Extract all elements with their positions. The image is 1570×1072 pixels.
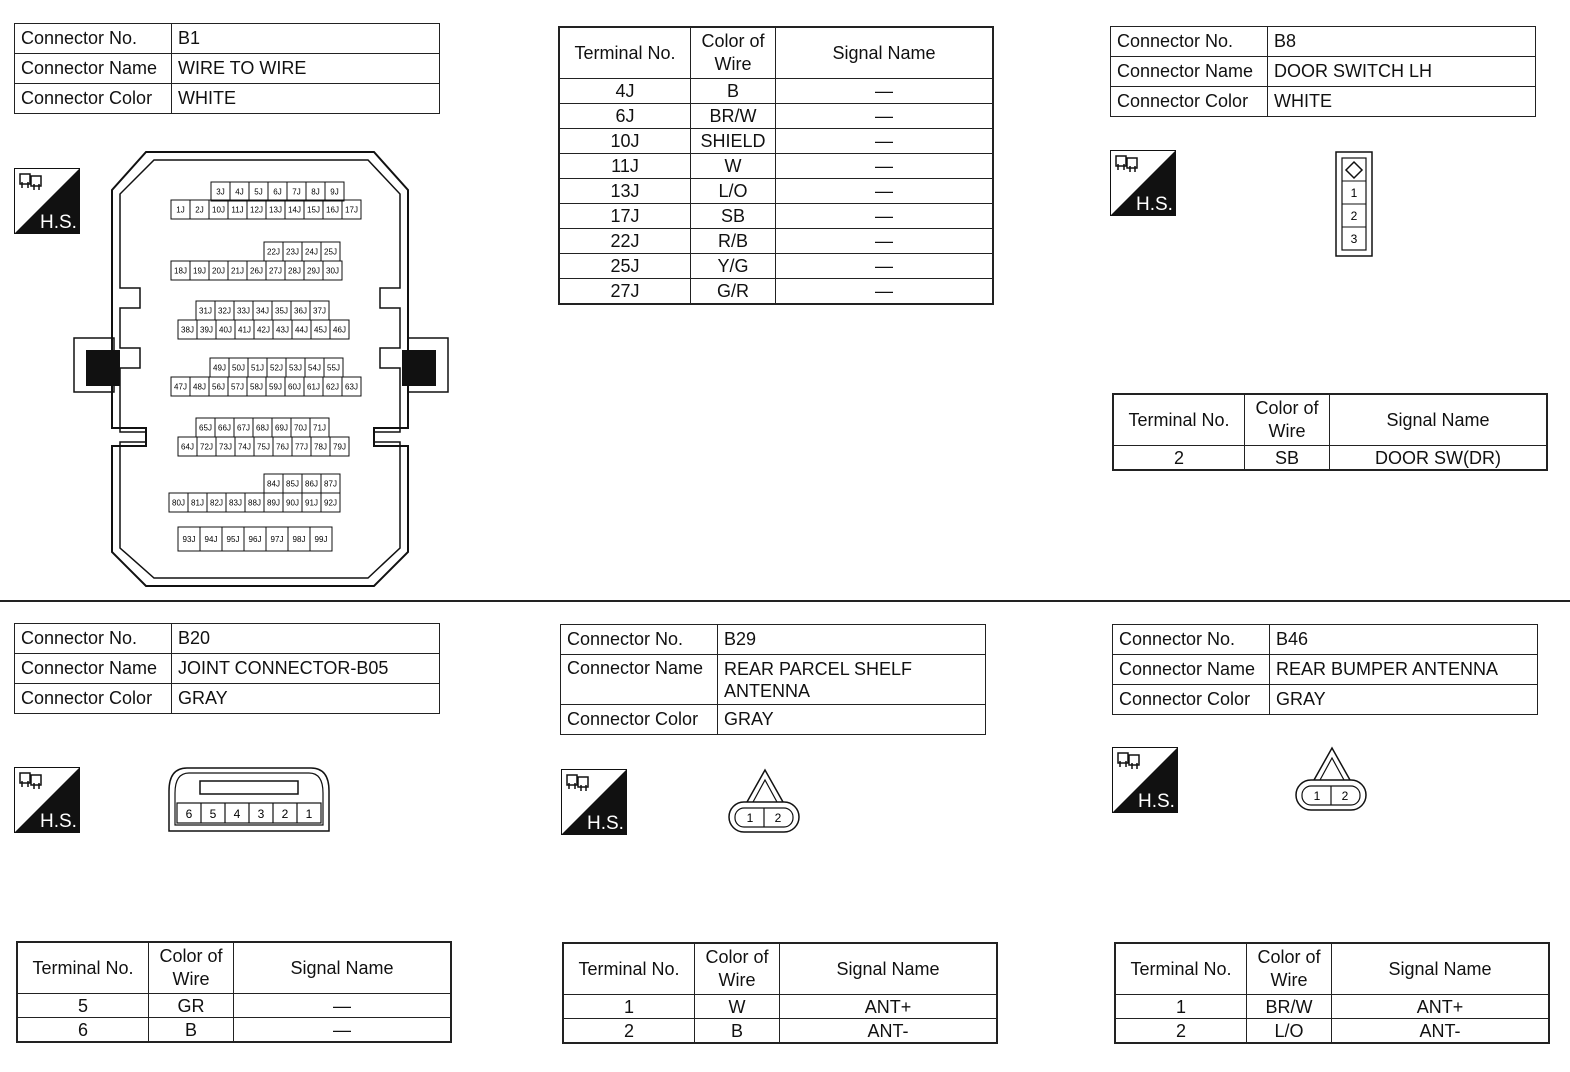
connector-no-label: Connector No. xyxy=(1113,625,1270,655)
pin-label: 59J xyxy=(269,382,282,392)
connector-name-label: Connector Name xyxy=(1111,57,1268,87)
signal-name-cell: ANT- xyxy=(1332,1019,1550,1044)
pin-label: 6 xyxy=(185,807,193,821)
connector-color-label: Connector Color xyxy=(1113,685,1270,715)
pin-label: 1 xyxy=(1313,789,1321,803)
pin-label: 24J xyxy=(305,247,318,257)
table-row xyxy=(559,154,993,179)
signal-name-header: Signal Name xyxy=(1332,943,1550,995)
pin-label: 62J xyxy=(326,382,339,392)
pin-label: 80J xyxy=(172,498,185,508)
b8-connector-face xyxy=(1335,151,1375,257)
pin-label: 2 xyxy=(281,807,289,821)
table-row xyxy=(559,79,993,104)
signal-name-cell: — xyxy=(776,79,994,104)
connector-no-value: B29 xyxy=(718,625,986,655)
pin-label: 26J xyxy=(250,266,263,276)
signal-name-header: Signal Name xyxy=(1330,394,1548,446)
pin-label: 21J xyxy=(231,266,244,276)
pin-label: 8J xyxy=(311,187,320,197)
table-row xyxy=(559,129,993,154)
hs-label: H.S. xyxy=(587,813,624,834)
pin-label: 63J xyxy=(345,382,358,392)
pin-label: 2 xyxy=(774,811,782,825)
pin-label: 99J xyxy=(314,535,328,544)
table-row xyxy=(1115,995,1549,1019)
pin-label: 84J xyxy=(267,479,280,489)
signal-name-cell: — xyxy=(776,204,994,229)
wire-color-cell: R/B xyxy=(691,229,776,254)
pin-label: 28J xyxy=(288,266,301,276)
connector-color-label: Connector Color xyxy=(561,705,718,735)
pin-label: 93J xyxy=(182,535,196,544)
pin-label: 89J xyxy=(267,498,280,508)
wire-color-cell: B xyxy=(149,1018,234,1043)
terminal-no-header: Terminal No. xyxy=(563,943,695,995)
b29-info-table xyxy=(560,624,986,735)
pin-label: 49J xyxy=(213,363,226,373)
pin-label: 6J xyxy=(273,187,282,197)
signal-name-cell: — xyxy=(776,254,994,279)
b29-terminal-table xyxy=(562,942,998,1044)
pin-label: 46J xyxy=(333,325,346,335)
wire-color-cell: B xyxy=(695,1019,780,1044)
connector-name-value: REAR PARCEL SHELF ANTENNA xyxy=(718,655,986,705)
pin-label: 20J xyxy=(212,266,225,276)
harness-side-icon xyxy=(1112,747,1178,813)
table-row xyxy=(1113,446,1547,471)
pin-label: 52J xyxy=(270,363,283,373)
pin-label: 82J xyxy=(210,498,223,508)
pin-label: 94J xyxy=(204,535,218,544)
pin-row xyxy=(178,437,349,456)
pin-row xyxy=(178,320,349,339)
connector-no-value: B8 xyxy=(1268,27,1536,57)
pin-label: 45J xyxy=(314,325,327,335)
pin-label: 53J xyxy=(289,363,302,373)
pin-label: 72J xyxy=(200,442,213,452)
signal-name-cell: — xyxy=(776,129,994,154)
pin-row xyxy=(178,527,332,551)
signal-name-header: Signal Name xyxy=(234,942,452,994)
b1-terminal-table xyxy=(558,26,994,305)
connector-name-label: Connector Name xyxy=(15,54,172,84)
table-row xyxy=(563,995,997,1019)
pin-label: 95J xyxy=(226,535,240,544)
hs-label: H.S. xyxy=(40,212,77,233)
pin-label: 56J xyxy=(212,382,225,392)
pin-label: 29J xyxy=(307,266,320,276)
pin-row xyxy=(171,261,342,280)
pin-label: 34J xyxy=(256,306,269,316)
b1-connector-face xyxy=(74,150,448,588)
signal-name-cell: ANT+ xyxy=(780,995,998,1019)
connector-color-value: WHITE xyxy=(1268,87,1536,117)
connector-color-value: WHITE xyxy=(172,84,440,114)
pin-label: 57J xyxy=(231,382,244,392)
terminal-no-cell: 4J xyxy=(559,79,691,104)
terminal-no-cell: 6J xyxy=(559,104,691,129)
terminal-no-header: Terminal No. xyxy=(1115,943,1247,995)
pin-label: 40J xyxy=(219,325,232,335)
pin-label: 13J xyxy=(269,205,282,215)
signal-name-cell: — xyxy=(234,1018,452,1043)
pin-label: 18J xyxy=(174,266,187,276)
terminal-no-cell: 5 xyxy=(17,994,149,1018)
pin-label: 47J xyxy=(174,382,187,392)
color-of-wire-header: Color of Wire xyxy=(1245,394,1330,446)
wire-color-cell: SB xyxy=(691,204,776,229)
pin-label: 83J xyxy=(229,498,242,508)
pin-label: 77J xyxy=(295,442,308,452)
b1-info-table xyxy=(14,23,440,114)
pin-label: 5J xyxy=(254,187,263,197)
color-of-wire-header: Color of Wire xyxy=(149,942,234,994)
pin-label: 90J xyxy=(286,498,299,508)
pin-label: 97J xyxy=(270,535,284,544)
pin-label: 78J xyxy=(314,442,327,452)
pin-label: 30J xyxy=(326,266,339,276)
pin-row xyxy=(196,301,329,320)
signal-name-cell: — xyxy=(776,179,994,204)
pin-row xyxy=(211,182,344,201)
pin-label: 27J xyxy=(269,266,282,276)
pin-label: 41J xyxy=(238,325,251,335)
connector-no-label: Connector No. xyxy=(15,624,172,654)
signal-name-cell: — xyxy=(234,994,452,1018)
pin-label: 1 xyxy=(305,807,313,821)
pin-label: 17J xyxy=(345,205,358,215)
pin-label: 19J xyxy=(193,266,206,276)
pin-label: 44J xyxy=(295,325,308,335)
pin-row xyxy=(169,493,340,512)
section-divider xyxy=(0,600,1570,602)
pin-row xyxy=(264,474,340,493)
pin-label: 5 xyxy=(209,807,217,821)
signal-name-cell: — xyxy=(776,229,994,254)
signal-name-header: Signal Name xyxy=(776,27,994,79)
connector-name-value: DOOR SWITCH LH xyxy=(1268,57,1536,87)
connector-color-label: Connector Color xyxy=(15,84,172,114)
pin-label: 71J xyxy=(313,423,326,433)
connector-no-value: B46 xyxy=(1270,625,1538,655)
harness-side-icon xyxy=(561,769,627,835)
connector-name-value: JOINT CONNECTOR-B05 xyxy=(172,654,440,684)
terminal-no-cell: 2 xyxy=(563,1019,695,1044)
wire-color-cell: W xyxy=(691,154,776,179)
connector-no-value: B20 xyxy=(172,624,440,654)
pin-label: 85J xyxy=(286,479,299,489)
table-row xyxy=(1115,1019,1549,1044)
pin-label: 37J xyxy=(313,306,326,316)
pin-label: 68J xyxy=(256,423,269,433)
b46-info-table xyxy=(1112,624,1538,715)
pin-label: 70J xyxy=(294,423,307,433)
color-of-wire-header: Color of Wire xyxy=(695,943,780,995)
pin-label: 43J xyxy=(276,325,289,335)
hs-label: H.S. xyxy=(1136,194,1173,215)
pin-label: 48J xyxy=(193,382,206,392)
pin-label: 23J xyxy=(286,247,299,257)
table-row xyxy=(559,229,993,254)
connector-name-value: REAR BUMPER ANTENNA xyxy=(1270,655,1538,685)
terminal-no-cell: 13J xyxy=(559,179,691,204)
pin-label: 64J xyxy=(181,442,194,452)
pin-label: 67J xyxy=(237,423,250,433)
pin-label: 22J xyxy=(267,247,280,257)
pin-row xyxy=(264,242,340,261)
terminal-no-header: Terminal No. xyxy=(1113,394,1245,446)
connector-no-label: Connector No. xyxy=(15,24,172,54)
connector-name-value: WIRE TO WIRE xyxy=(172,54,440,84)
pin-label: 1 xyxy=(746,811,754,825)
pin-label: 3 xyxy=(257,807,265,821)
wire-color-cell: BR/W xyxy=(691,104,776,129)
pin-label: 3J xyxy=(216,187,225,197)
connector-color-value: GRAY xyxy=(172,684,440,714)
pin-label: 79J xyxy=(333,442,346,452)
pin-label: 14J xyxy=(288,205,301,215)
signal-name-cell: — xyxy=(776,279,994,305)
pin-row xyxy=(210,358,343,377)
wire-color-cell: SB xyxy=(1245,446,1330,471)
b8-info-table xyxy=(1110,26,1536,117)
pin-label: 96J xyxy=(248,535,262,544)
b46-terminal-table xyxy=(1114,942,1550,1044)
pin-label: 54J xyxy=(308,363,321,373)
wire-color-cell: G/R xyxy=(691,279,776,305)
wire-color-cell: SHIELD xyxy=(691,129,776,154)
pin-label: 2 xyxy=(1350,209,1358,223)
color-of-wire-header: Color of Wire xyxy=(1247,943,1332,995)
pin-label: 7J xyxy=(292,187,301,197)
wire-color-cell: B xyxy=(691,79,776,104)
table-row xyxy=(559,279,993,305)
terminal-no-cell: 2 xyxy=(1115,1019,1247,1044)
pin-label: 31J xyxy=(199,306,212,316)
pin-label: 11J xyxy=(231,205,244,215)
pin-label: 4 xyxy=(233,807,241,821)
pin-label: 92J xyxy=(324,498,337,508)
table-row xyxy=(17,994,451,1018)
pin-row xyxy=(171,200,361,219)
pin-label: 25J xyxy=(324,247,337,257)
wire-color-cell: BR/W xyxy=(1247,995,1332,1019)
connector-name-label: Connector Name xyxy=(561,655,718,705)
pin-label: 88J xyxy=(248,498,261,508)
b20-connector-face xyxy=(167,767,331,833)
signal-name-cell: DOOR SW(DR) xyxy=(1330,446,1548,471)
terminal-no-cell: 6 xyxy=(17,1018,149,1043)
pin-label: 33J xyxy=(237,306,250,316)
hs-label: H.S. xyxy=(40,811,77,832)
terminal-no-cell: 2 xyxy=(1113,446,1245,471)
table-row xyxy=(559,254,993,279)
connector-color-label: Connector Color xyxy=(15,684,172,714)
connector-no-value: B1 xyxy=(172,24,440,54)
b46-connector-face xyxy=(1294,746,1370,814)
pin-label: 35J xyxy=(275,306,288,316)
terminal-no-header: Terminal No. xyxy=(559,27,691,79)
pin-label: 12J xyxy=(250,205,263,215)
pin-label: 2J xyxy=(195,205,204,215)
pin-label: 55J xyxy=(327,363,340,373)
harness-side-icon xyxy=(14,767,80,833)
connector-no-label: Connector No. xyxy=(1111,27,1268,57)
pin-label: 66J xyxy=(218,423,231,433)
wire-color-cell: W xyxy=(695,995,780,1019)
pin-label: 51J xyxy=(251,363,264,373)
pin-label: 74J xyxy=(238,442,251,452)
pin-label: 73J xyxy=(219,442,232,452)
connector-color-value: GRAY xyxy=(1270,685,1538,715)
pin-label: 10J xyxy=(212,205,225,215)
pin-label: 3 xyxy=(1350,232,1358,246)
terminal-no-cell: 22J xyxy=(559,229,691,254)
terminal-no-cell: 1 xyxy=(563,995,695,1019)
b8-terminal-table xyxy=(1112,393,1548,471)
b20-info-table xyxy=(14,623,440,714)
signal-name-header: Signal Name xyxy=(780,943,998,995)
wire-color-cell: Y/G xyxy=(691,254,776,279)
connector-no-label: Connector No. xyxy=(561,625,718,655)
signal-name-cell: — xyxy=(776,154,994,179)
connector-name-label: Connector Name xyxy=(1113,655,1270,685)
b20-terminal-table xyxy=(16,941,452,1043)
pin-label: 15J xyxy=(307,205,320,215)
wire-color-cell: GR xyxy=(149,994,234,1018)
wire-color-cell: L/O xyxy=(691,179,776,204)
terminal-no-cell: 10J xyxy=(559,129,691,154)
terminal-no-cell: 11J xyxy=(559,154,691,179)
pin-label: 4J xyxy=(235,187,244,197)
pin-label: 60J xyxy=(288,382,301,392)
pin-row xyxy=(171,377,361,396)
color-of-wire-header: Color of Wire xyxy=(691,27,776,79)
pin-label: 36J xyxy=(294,306,307,316)
terminal-no-cell: 27J xyxy=(559,279,691,305)
pin-label: 1 xyxy=(1350,186,1358,200)
pin-label: 1J xyxy=(176,205,185,215)
terminal-no-header: Terminal No. xyxy=(17,942,149,994)
table-row xyxy=(559,204,993,229)
pin-label: 16J xyxy=(326,205,339,215)
connector-color-label: Connector Color xyxy=(1111,87,1268,117)
signal-name-cell: — xyxy=(776,104,994,129)
b29-connector-face xyxy=(727,768,803,836)
pin-label: 42J xyxy=(257,325,270,335)
pin-label: 38J xyxy=(181,325,194,335)
pin-label: 91J xyxy=(305,498,318,508)
pin-label: 2 xyxy=(1341,789,1349,803)
terminal-no-cell: 17J xyxy=(559,204,691,229)
signal-name-cell: ANT+ xyxy=(1332,995,1550,1019)
pin-label: 86J xyxy=(305,479,318,489)
hs-label: H.S. xyxy=(1138,791,1175,812)
pin-label: 32J xyxy=(218,306,231,316)
harness-side-icon xyxy=(1110,150,1176,216)
pin-label: 76J xyxy=(276,442,289,452)
table-row xyxy=(563,1019,997,1044)
connector-name-label: Connector Name xyxy=(15,654,172,684)
table-row xyxy=(559,179,993,204)
terminal-no-cell: 25J xyxy=(559,254,691,279)
wire-color-cell: L/O xyxy=(1247,1019,1332,1044)
pin-label: 50J xyxy=(232,363,245,373)
pin-label: 39J xyxy=(200,325,213,335)
signal-name-cell: ANT- xyxy=(780,1019,998,1044)
pin-label: 65J xyxy=(199,423,212,433)
pin-label: 87J xyxy=(324,479,337,489)
pin-label: 98J xyxy=(292,535,306,544)
table-row xyxy=(17,1018,451,1043)
pin-label: 81J xyxy=(191,498,204,508)
pin-label: 58J xyxy=(250,382,263,392)
connector-color-value: GRAY xyxy=(718,705,986,735)
pin-label: 9J xyxy=(330,187,339,197)
pin-label: 75J xyxy=(257,442,270,452)
table-row xyxy=(559,104,993,129)
pin-label: 61J xyxy=(307,382,320,392)
pin-label: 69J xyxy=(275,423,288,433)
terminal-no-cell: 1 xyxy=(1115,995,1247,1019)
harness-side-icon xyxy=(14,168,80,234)
pin-row xyxy=(196,418,329,437)
